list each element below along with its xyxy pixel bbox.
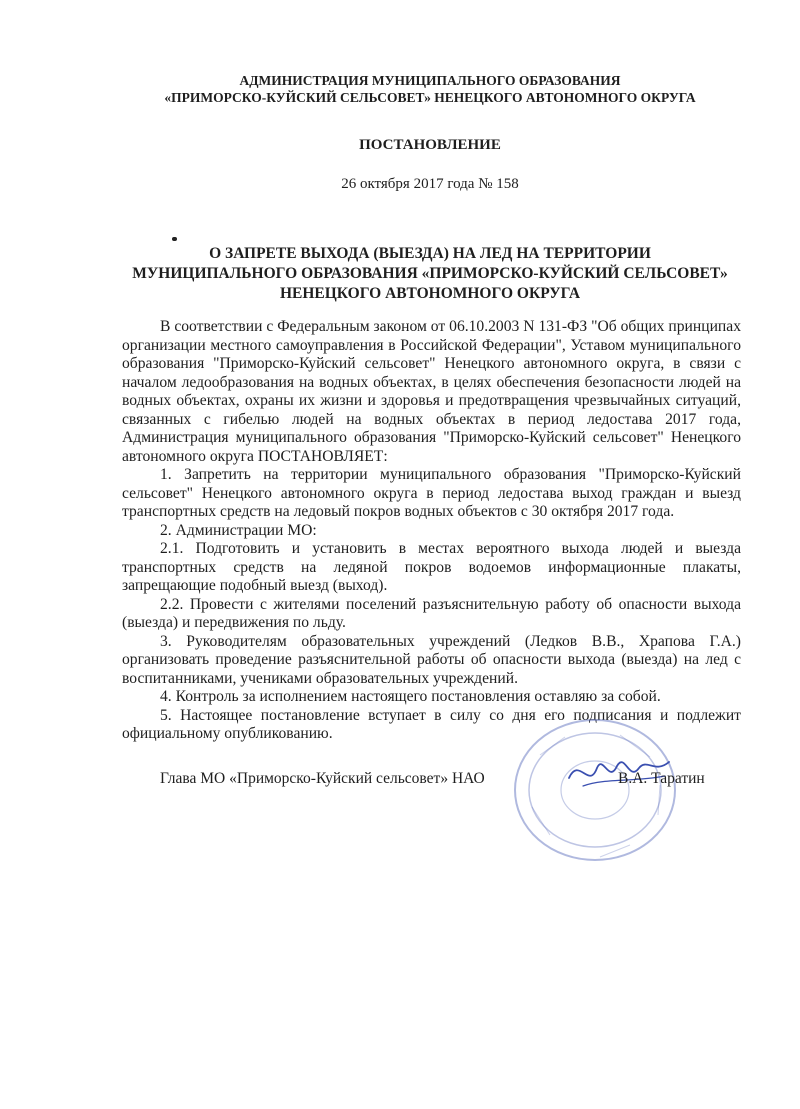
clause-2: 2. Администрации МО: (160, 521, 317, 539)
subject-line2: МУНИЦИПАЛЬНОГО ОБРАЗОВАНИЯ «ПРИМОРСКО-КУЙСКИЙ СЕЛЬСОВЕТ» (132, 265, 728, 282)
clause-5: 5. Настоящее постановление вступает в силу со дня его подписания и подлежит официальному опубликованию. (122, 706, 741, 742)
date-and-number: 26 октября 2017 года № 158 (341, 176, 519, 192)
subject-line3: НЕНЕЦКОГО АВТОНОМНОГО ОКРУГА (279, 285, 581, 302)
header-org-line2: «ПРИМОРСКО-КУЙСКИЙ СЕЛЬСОВЕТ» НЕНЕЦКОГО АВТОНОМНОГО ОКРУГА (164, 90, 696, 105)
document-type-title: ПОСТАНОВЛЕНИЕ (359, 137, 501, 153)
subject-line1: О ЗАПРЕТЕ ВЫХОДА (ВЫЕЗДА) НА ЛЕД НА ТЕРРИТОРИИ (209, 245, 651, 262)
document-body (122, 318, 741, 744)
clause-2-2: 2.2. Провести с жителями поселений разъяснительную работу об опасности выхода (выезда) и передвижения по льду. (122, 595, 741, 631)
preamble-paragraph: В соответствии с Федеральным законом от 06.10.2003 N 131-ФЗ "Об общих принципах организации местного самоуправления в Российской Федерации", Уставом муниципального образования "Приморско-Куйский сельсовет" Ненецкого автономного округа, в связи с началом ледообразования на водных объектах, в целях обеспечения безопасности людей на водных объектах, охраны их жизни и здоровья и предотвращения чрезвычайных ситуаций, связанных с гибелью людей на водных объектах в период ледостава 2017 года, Администрация муниципального образования "Приморско-Куйский сельсовет" Ненецкого автономного округа ПОСТАНОВЛЯЕТ: (122, 318, 741, 465)
clause-1: 1. Запретить на территории муниципального образования "Приморско-Куйский сельсовет" Ненецкого автономного округа в период ледостава выход граждан и выезд транспортных средств на ледовый покров водных объектов с 30 октября 2017 года. (122, 466, 741, 520)
signatory-position: Глава МО «Приморско-Куйский сельсовет» НАО (160, 770, 485, 787)
clause-4: 4. Контроль за исполнением настоящего постановления оставляю за собой. (160, 688, 661, 705)
stray-mark (172, 237, 177, 241)
signatory-name: В.А. Таратин (618, 770, 705, 787)
header-org-line1: АДМИНИСТРАЦИЯ МУНИЦИПАЛЬНОГО ОБРАЗОВАНИЯ (239, 73, 621, 88)
clause-3: 3. Руководителям образовательных учреждений (Ледков В.В., Храпова Г.А.) организовать проведение разъяснительной работы об опасности выхода (выезда) на лед с воспитанниками, учениками образовательных учреждений. (122, 632, 741, 687)
clause-2-1: 2.1. Подготовить и установить в местах вероятного выхода людей и выезда транспортных средств на ледяной покров водоемов информационные плакаты, запрещающие подобный выезд (выход). (122, 540, 741, 594)
